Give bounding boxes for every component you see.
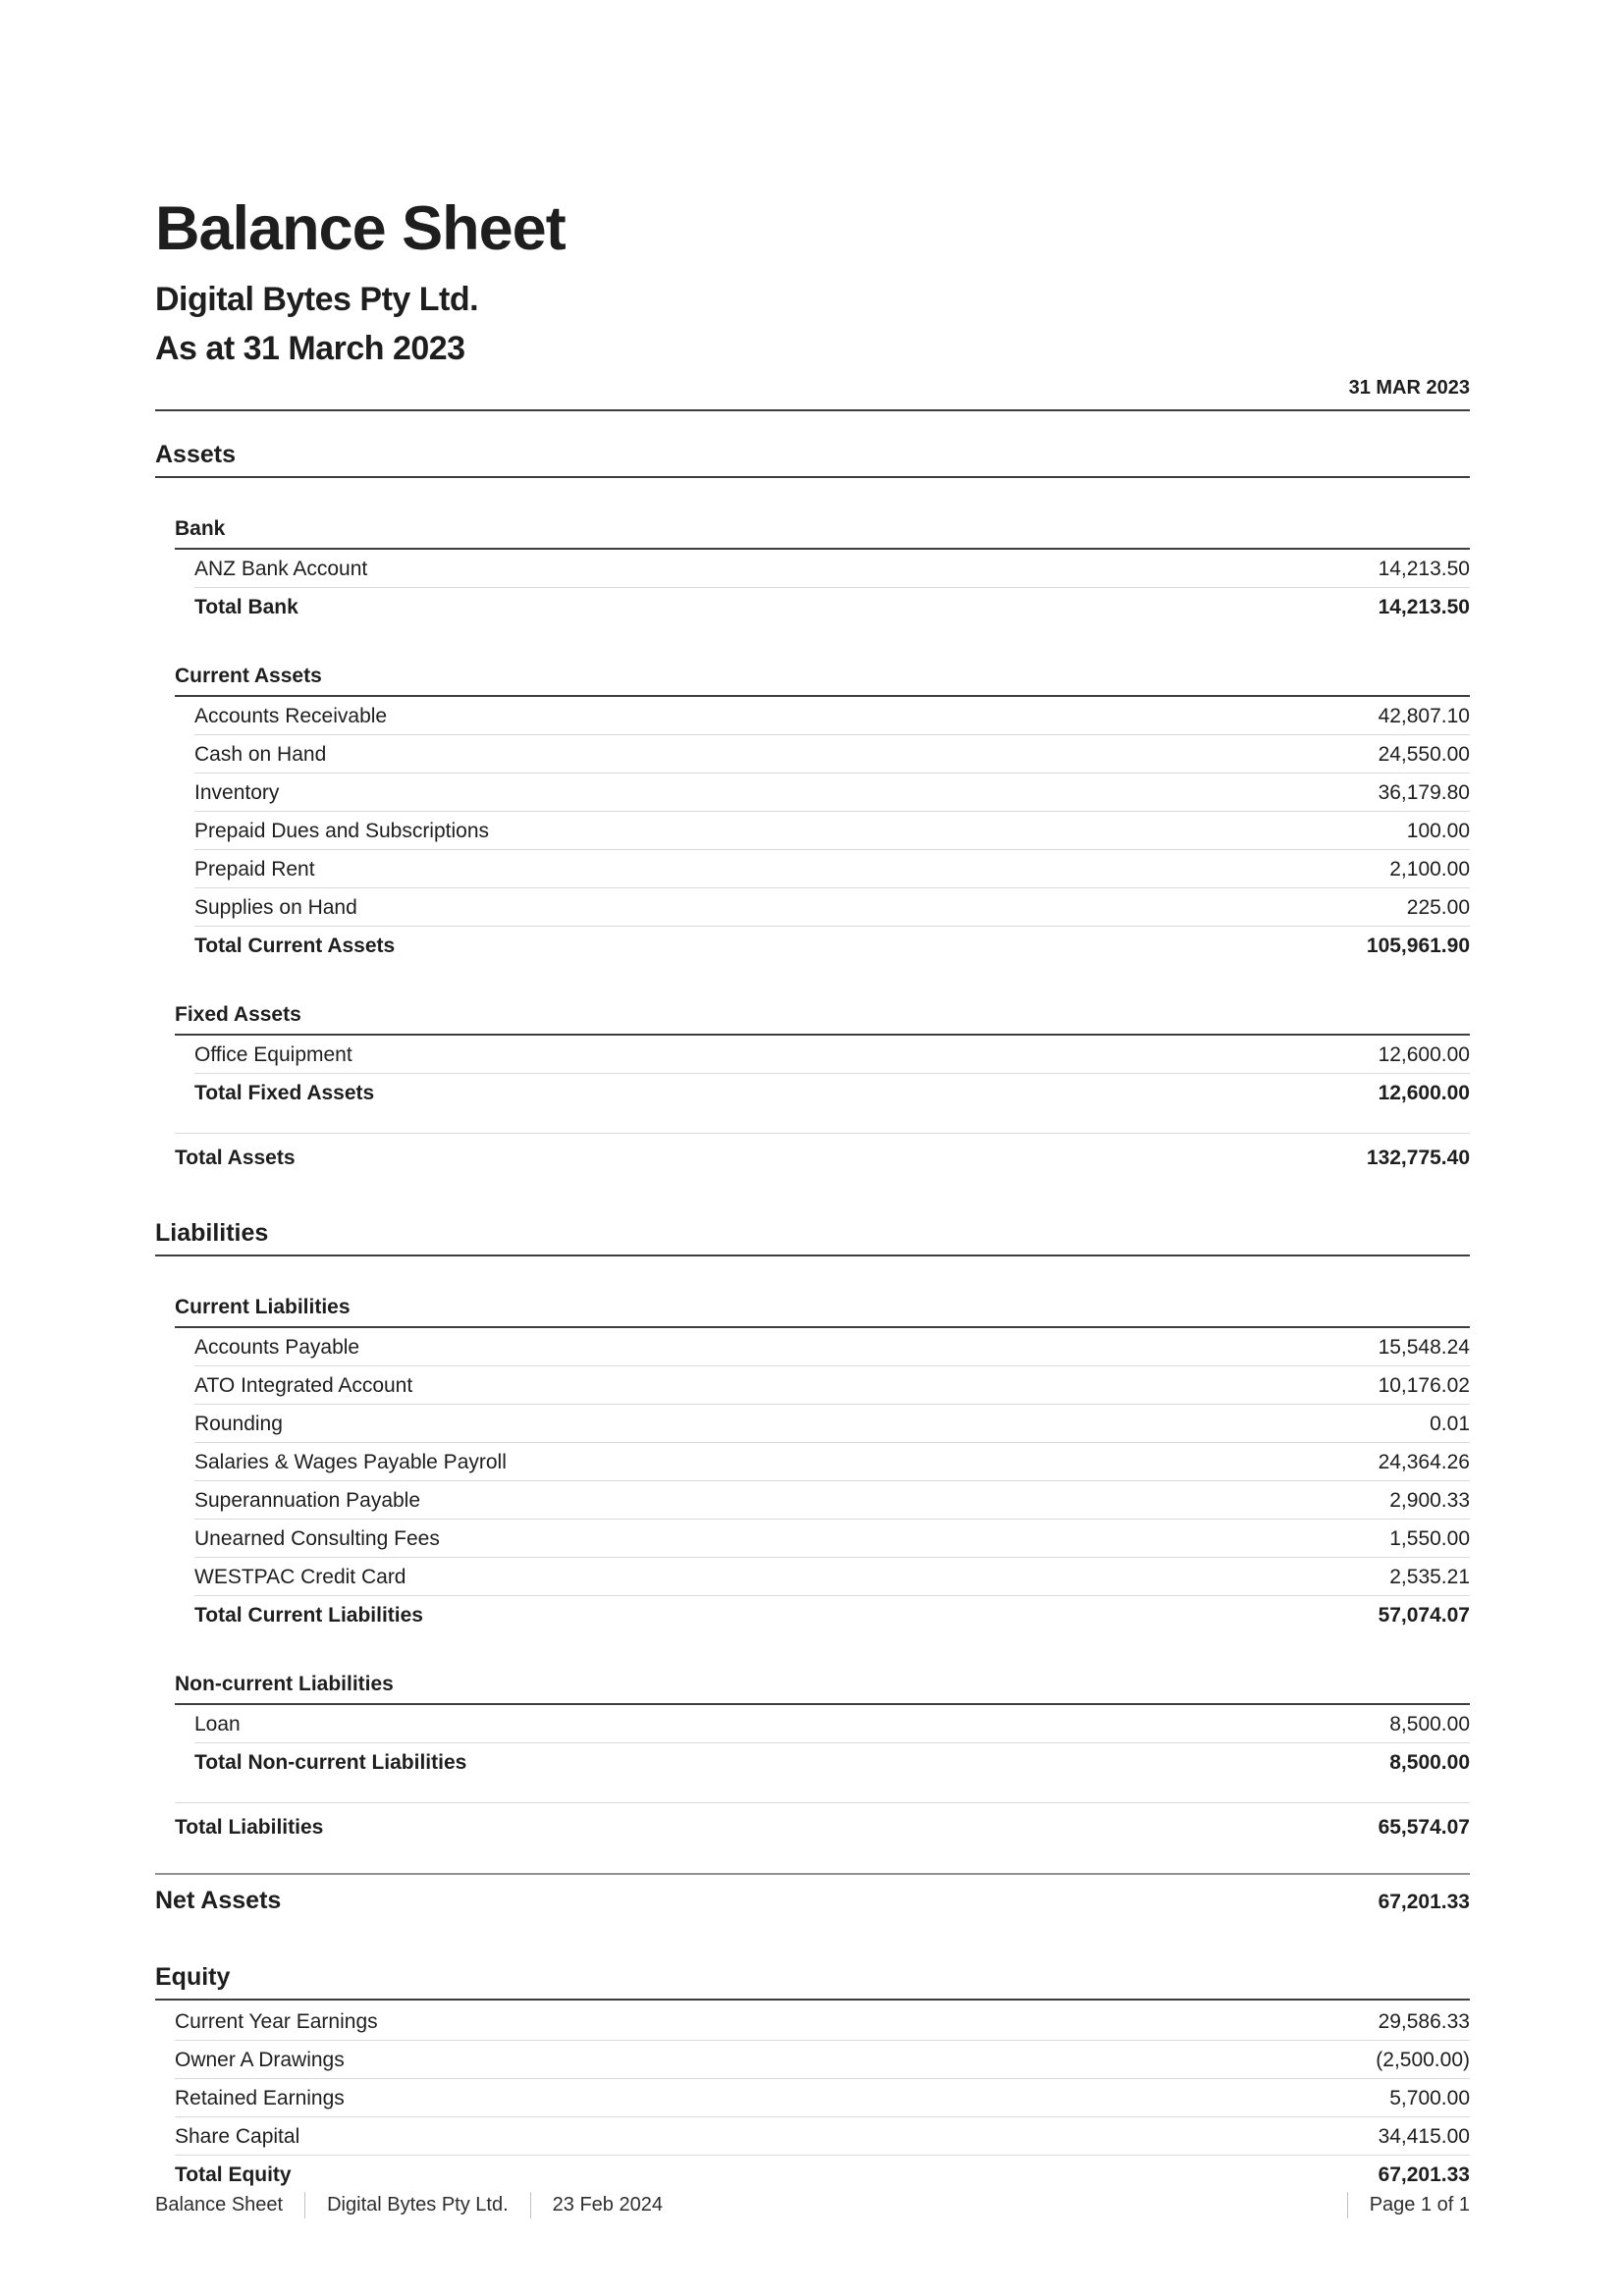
row-value: 57,074.07: [1378, 1604, 1470, 1628]
row-accounts-payable: [194, 1328, 1470, 1366]
row-cash-on-hand: [194, 735, 1470, 774]
row-value: 34,415.00: [1378, 2125, 1470, 2149]
row-value: 67,201.33: [1378, 2163, 1470, 2187]
row-owner-a-drawings: [175, 2041, 1470, 2079]
company-name: Digital Bytes Pty Ltd.: [155, 281, 479, 319]
row-value: 5,700.00: [1389, 2087, 1470, 2110]
row-value: 225.00: [1406, 896, 1470, 920]
row-current-year-earnings: [175, 2002, 1470, 2041]
row-rounding: [194, 1405, 1470, 1443]
row-label: Prepaid Rent: [194, 858, 315, 881]
row-value: 12,600.00: [1378, 1043, 1470, 1067]
value-column-header: 31 MAR 2023: [155, 377, 1470, 411]
row-label: Inventory: [194, 781, 280, 805]
section-title-equity: Equity: [155, 1963, 1470, 2001]
row-label: Salaries & Wages Payable Payroll: [194, 1451, 507, 1474]
row-accounts-receivable: [194, 697, 1470, 735]
row-salaries-wages-payable-payroll: [194, 1443, 1470, 1481]
report-content: [155, 0, 1470, 2193]
summary-net-assets: [155, 1873, 1470, 1920]
row-anz-bank-account: [194, 550, 1470, 588]
row-label: Retained Earnings: [175, 2087, 345, 2110]
group-current-liabilities: [175, 1296, 1470, 1633]
group-rows: [194, 550, 1470, 625]
row-total-current-assets: [194, 927, 1470, 964]
group-title-current-assets: Current Assets: [175, 665, 1470, 697]
row-value: 0.01: [1430, 1413, 1470, 1436]
section-liabilities: [155, 1219, 1470, 1845]
row-value: 132,775.40: [1366, 1147, 1470, 1170]
row-label: Total Assets: [175, 1147, 296, 1170]
row-label: Office Equipment: [194, 1043, 352, 1067]
row-label: ANZ Bank Account: [194, 558, 368, 581]
group-title-bank: Bank: [175, 517, 1470, 550]
row-inventory: [194, 774, 1470, 812]
row-value: 8,500.00: [1389, 1751, 1470, 1775]
footer-report-name: Balance Sheet: [155, 2194, 284, 2216]
row-label: Total Non-current Liabilities: [194, 1751, 467, 1775]
row-label: Current Year Earnings: [175, 2010, 378, 2034]
row-office-equipment: [194, 1036, 1470, 1074]
report: [155, 441, 1470, 2193]
row-value: (2,500.00): [1376, 2049, 1470, 2072]
row-unearned-consulting-fees: [194, 1520, 1470, 1558]
group-title-current-liabilities: Current Liabilities: [175, 1296, 1470, 1328]
row-label: Total Fixed Assets: [194, 1082, 375, 1105]
row-label: Loan: [194, 1713, 241, 1736]
row-supplies-on-hand: [194, 888, 1470, 927]
row-label: Superannuation Payable: [194, 1489, 421, 1513]
row-value: 100.00: [1406, 820, 1470, 843]
row-label: Accounts Receivable: [194, 705, 388, 728]
row-total-liabilities: [175, 1803, 1470, 1845]
row-label: Prepaid Dues and Subscriptions: [194, 820, 490, 843]
row-value: 2,100.00: [1389, 858, 1470, 881]
footer-date: 23 Feb 2024: [530, 2192, 684, 2218]
row-label: WESTPAC Credit Card: [194, 1566, 406, 1589]
group-title-fixed-assets: Fixed Assets: [175, 1003, 1470, 1036]
row-label: Total Bank: [194, 596, 298, 619]
row-label: Total Current Assets: [194, 934, 396, 958]
row-westpac-credit-card: [194, 1558, 1470, 1596]
summary-row-net-assets: [155, 1875, 1470, 1920]
group-current-assets: [175, 665, 1470, 964]
row-value: 1,550.00: [1389, 1527, 1470, 1551]
footer-company: Digital Bytes Pty Ltd.: [304, 2192, 530, 2218]
row-label: ATO Integrated Account: [194, 1374, 413, 1398]
row-label: Net Assets: [155, 1887, 282, 1915]
row-value: 65,574.07: [1378, 1816, 1470, 1840]
group-non-current-liabilities: [175, 1673, 1470, 1781]
report-subheader: [155, 275, 1470, 373]
row-label: Accounts Payable: [194, 1336, 360, 1360]
row-prepaid-rent: [194, 850, 1470, 888]
row-share-capital: [175, 2117, 1470, 2156]
report-date-line: As at 31 March 2023: [155, 330, 465, 368]
row-label: Unearned Consulting Fees: [194, 1527, 440, 1551]
row-label: Rounding: [194, 1413, 283, 1436]
row-value: 24,364.26: [1378, 1451, 1470, 1474]
row-value: 36,179.80: [1378, 781, 1470, 805]
row-value: 15,548.24: [1378, 1336, 1470, 1360]
row-label: Supplies on Hand: [194, 896, 357, 920]
row-label: Share Capital: [175, 2125, 300, 2149]
section-total-total-assets: [175, 1133, 1470, 1176]
section-equity: [155, 1963, 1470, 2193]
row-value: 29,586.33: [1378, 2010, 1470, 2034]
section-title-liabilities: Liabilities: [155, 1219, 1470, 1256]
row-value: 8,500.00: [1389, 1713, 1470, 1736]
row-value: 14,213.50: [1378, 596, 1470, 619]
row-value: 24,550.00: [1378, 743, 1470, 767]
group-fixed-assets: [175, 1003, 1470, 1111]
row-value: 42,807.10: [1378, 705, 1470, 728]
row-superannuation-payable: [194, 1481, 1470, 1520]
row-total-non-current-liabilities: [194, 1743, 1470, 1781]
row-value: 67,201.33: [1378, 1891, 1470, 1914]
page-title: Balance Sheet: [155, 194, 566, 263]
group-rows: [194, 1036, 1470, 1111]
group-rows: [194, 1328, 1470, 1633]
row-value: 14,213.50: [1378, 558, 1470, 581]
row-label: Owner A Drawings: [175, 2049, 345, 2072]
section-title-assets: Assets: [155, 441, 1470, 478]
row-retained-earnings: [175, 2079, 1470, 2117]
row-loan: [194, 1705, 1470, 1743]
group-rows: [194, 697, 1470, 964]
row-label: Total Liabilities: [175, 1816, 324, 1840]
row-ato-integrated-account: [194, 1366, 1470, 1405]
row-value: 12,600.00: [1378, 1082, 1470, 1105]
row-value: 105,961.90: [1366, 934, 1470, 958]
row-value: 10,176.02: [1378, 1374, 1470, 1398]
row-total-current-liabilities: [194, 1596, 1470, 1633]
row-total-bank: [194, 588, 1470, 625]
row-label: Total Current Liabilities: [194, 1604, 423, 1628]
row-label: Total Equity: [175, 2163, 292, 2187]
group-rows: [194, 1705, 1470, 1781]
section-total-total-liabilities: [175, 1802, 1470, 1845]
row-total-assets: [175, 1134, 1470, 1176]
row-total-equity: [175, 2156, 1470, 2193]
section-assets: [155, 441, 1470, 1176]
footer-page-number: Page 1 of 1: [1347, 2192, 1470, 2218]
group-title-non-current-liabilities: Non-current Liabilities: [175, 1673, 1470, 1705]
page-footer: [155, 2192, 1470, 2218]
row-label: Cash on Hand: [194, 743, 327, 767]
section-rows: [175, 2002, 1470, 2193]
row-value: 2,900.33: [1389, 1489, 1470, 1513]
row-value: 2,535.21: [1389, 1566, 1470, 1589]
row-prepaid-dues-and-subscriptions: [194, 812, 1470, 850]
group-bank: [175, 517, 1470, 625]
row-total-fixed-assets: [194, 1074, 1470, 1111]
